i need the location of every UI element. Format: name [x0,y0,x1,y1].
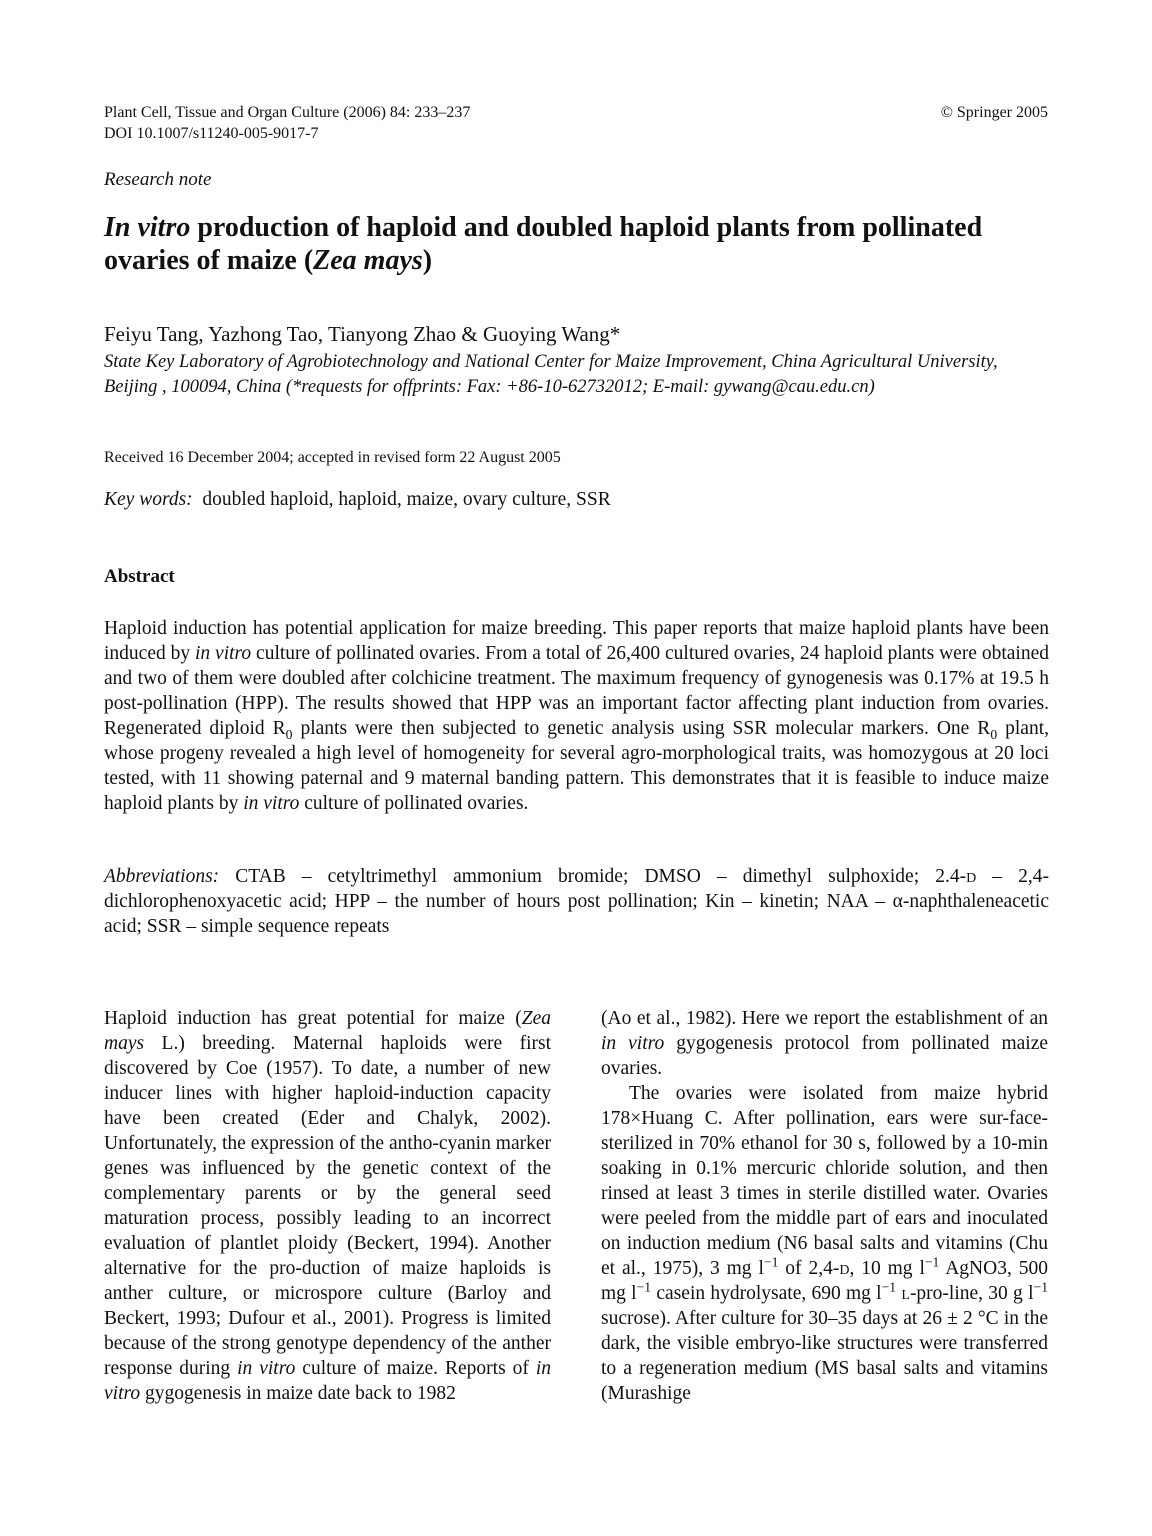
title-end: ) [422,245,433,276]
abstract-subscript: 0 [990,726,998,742]
body-seg: gygogenesis in maize date back to 1982 [140,1383,456,1404]
abbreviations-smallcaps: d [966,866,977,887]
doi: DOI 10.1007/s11240-005-9017-7 [104,125,319,142]
body-seg: L.) breeding. Maternal haploids were first discovered by Coe (1957). To date, a number of new inducer lines with higher haploid-induction capacity have been created (Eder and Chalyk, 2002). Unfortunately, the expression of the antho-cyanin marker genes was influenced by the genetic context of the complementary parents or by the general seed maturation process, possibly leading to an incorrect evaluation of plantlet ploidy (Beckert, 1994). Another alternative for the pro-duction of maize haploids is anther culture, or microspore culture (Barloy and Beckert, 1993; Dufour et al., 2001). Progress is limited because of the strong genotype dependency of the anther response during [104,1033,551,1379]
body-seg: The ovaries were isolated from maize hybrid 178×Huang C. After pollination, ears were sur-face-sterilized in 70% ethanol for 30 s, followed by a 10-min soaking in 0.1% mercuric chloride solution, and then rinsed at least 3 times in sterile distilled water. Ovaries were peeled from the middle part of ears and inoculated on induction medium (N6 basal salts and vitamins (Chu et al., 1975), 3 mg l [601,1083,1048,1279]
body-seg: gygogenesis protocol from pollinated maize ovaries. [601,1033,1049,1079]
abbreviations-seg: CTAB – cetyltrimethyl ammonium bromide; DMSO – dimethyl sulphoxide; 2.4- [219,866,967,887]
body-column-left [104,1006,551,1406]
abbreviations-seg: – 2,4-dichlorophenoxyacetic acid; HPP – the number of hours post pollination; Kin – kinetin; NAA – α-naphthaleneacetic acid; SSR – simple sequence repeats [104,866,1049,937]
body-seg: -pro-line, 30 g l [909,1283,1034,1304]
body-column-right [601,1006,1048,1406]
abstract-subscript: 0 [285,726,293,742]
body-smallcaps: d [839,1258,850,1279]
body-seg: Haploid induction has great potential for maize ( [104,1008,522,1029]
article-type-label: Research note [104,169,212,190]
abstract-seg: culture of pollinated ovaries. From a total of 26,400 cultured ovaries, 24 haploid plants were obtained and two of them were doubled after colchicine treatment. The maximum frequency of gynogenesis was 0.17% at 19.5 h post-pollination (HPP). The results showed that HPP was an important factor affecting plant induction from ovaries. Regenerated diploid R [104,643,1049,739]
body-seg: casein hydrolysate, 690 mg l [651,1283,882,1304]
abstract-seg: Haploid induction has potential application for maize breeding. This paper reports that maize haploid plants have been induced by [104,618,1049,664]
body-seg: , 10 mg l [849,1258,925,1279]
article-title [104,211,1054,277]
body-seg: sucrose). After culture for 30–35 days at 26 ± 2 °C in the dark, the visible embryo-like structures were transferred to a regeneration medium (MS basal salts and vitamins (Murashige [601,1308,1048,1404]
abstract-seg: plant, whose progeny revealed a high level of homogeneity for several agro-morphological traits, was homozygous at 20 loci tested, with 11 showing paternal and 9 maternal banding pattern. This demonstrates that it is feasible to induce maize haploid plants by [104,718,1050,814]
title-italic-species: Zea mays [313,245,423,276]
journal-citation: Plant Cell, Tissue and Organ Culture (2006) 84: 233–237 [104,104,471,121]
title-italic-invitro: In vitro [104,212,191,243]
body-italic: in vitro [237,1358,296,1379]
body-superscript: −1 [763,1254,779,1270]
abstract-text [104,616,1049,816]
affiliation: State Key Laboratory of Agrobiotechnology and National Center for Maize Improvement, China Agricultural University, Beijing , 100094, China (*requests for offprints: Fax: +86-10-62732012; E-mail: gywang@cau.edu.cn) [104,352,998,397]
keywords [104,489,611,511]
abbreviations-label: Abbreviations: [104,866,220,887]
body-smallcaps: l [901,1283,910,1304]
body-seg: culture of maize. Reports of [295,1358,536,1379]
keywords-label: Key words: [104,489,193,510]
abstract-italic: in vitro [243,793,300,814]
copyright: © Springer 2005 [940,104,1048,121]
abstract-seg: plants were then subjected to genetic analysis using SSR molecular markers. One R [292,718,991,739]
keywords-text: doubled haploid, haploid, maize, ovary culture, SSR [202,489,611,510]
body-paragraph [104,1006,551,1406]
title-main: production of haploid and doubled haploid plants from pollinated ovaries of maize ( [104,212,983,276]
body-superscript: −1 [1033,1279,1049,1295]
body-superscript: −1 [881,1279,897,1295]
body-paragraph [601,1006,1048,1081]
received-dates: Received 16 December 2004; accepted in revised form 22 August 2005 [104,449,561,466]
body-paragraph [601,1081,1048,1406]
body-italic: Zea mays [104,1008,551,1054]
abbreviations [104,864,1049,939]
body-seg: of 2,4- [778,1258,840,1279]
body-seg: (Ao et al., 1982). Here we report the establishment of an [601,1008,1048,1029]
body-superscript: −1 [924,1254,940,1270]
body-superscript: −1 [636,1279,652,1295]
body-italic: in vitro [104,1358,551,1404]
abstract-seg: culture of pollinated ovaries. [299,793,529,814]
authors: Feiyu Tang, Yazhong Tao, Tianyong Zhao & Guoying Wang* [104,322,621,346]
body-italic: in vitro [601,1033,665,1054]
abstract-italic: in vitro [195,643,252,664]
abstract-heading: Abstract [104,566,175,587]
body-seg: AgNO3, 500 mg l [601,1258,1048,1304]
